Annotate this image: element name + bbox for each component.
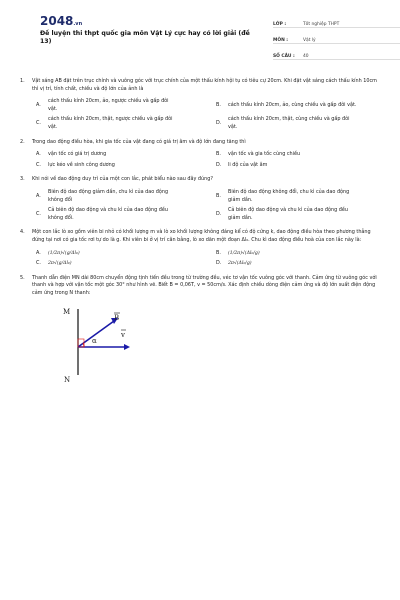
- label-alpha: α: [92, 337, 97, 346]
- question-2: [20, 139, 382, 170]
- option-formula: 2π√(g/Δl₀): [48, 261, 72, 267]
- option-a[interactable]: [36, 98, 202, 113]
- option-letter: C.: [36, 260, 41, 267]
- meta-label: SỐ CÂU :: [273, 54, 295, 59]
- option-c[interactable]: [36, 116, 202, 131]
- site-logo[interactable]: [40, 14, 82, 28]
- question-list: [20, 78, 382, 396]
- option-text: Biên độ dao động không đổi, chu kì của dao động giảm dần.: [228, 188, 350, 203]
- question-number: 2.: [20, 138, 25, 145]
- option-text: cách thấu kính 20cm, thật, cùng chiều và gấp đôi vật.: [228, 116, 350, 130]
- question-number: 3.: [20, 176, 25, 183]
- options: [36, 250, 382, 268]
- velocity-arrowhead: [124, 344, 130, 350]
- option-letter: C.: [36, 161, 41, 168]
- question-number: 5.: [20, 274, 25, 281]
- question-text: Vật sáng AB đặt trên trục chính và vuông góc với trục chính của một thấu kính hội tụ có tiêu cự 20cm. Khi đặt vật sáng cách thấu kính 10cm thì vị trí, tính chất, chiều và độ lớn của ảnh là: [32, 78, 377, 92]
- label-b: B: [114, 314, 120, 323]
- option-d[interactable]: [216, 116, 382, 131]
- options: [36, 151, 382, 169]
- meta-value: Vật lý: [303, 38, 316, 43]
- option-letter: A.: [36, 249, 41, 256]
- question-number: 1.: [20, 78, 25, 84]
- option-formula: 2π√(Δl₀/g): [228, 261, 252, 267]
- option-c[interactable]: [36, 260, 202, 268]
- option-b[interactable]: [216, 98, 382, 113]
- option-letter: B.: [216, 192, 221, 199]
- option-text: vận tốc và gia tốc cùng chiều: [228, 151, 301, 158]
- label-n: N: [64, 376, 71, 385]
- option-letter: B.: [216, 101, 221, 108]
- option-b[interactable]: [216, 250, 382, 258]
- option-letter: D.: [216, 210, 222, 217]
- option-formula: (1/2π)√(g/Δl₀): [48, 250, 80, 256]
- option-letter: B.: [216, 249, 221, 256]
- logo-main: 2048: [40, 14, 74, 28]
- option-b[interactable]: [216, 151, 382, 159]
- option-letter: C.: [36, 120, 41, 127]
- option-letter: A.: [36, 101, 41, 108]
- page-title: Đề luyện thi thpt quốc gia môn Vật Lý cực hay có lời giải (đề 13): [40, 30, 250, 46]
- option-d[interactable]: [216, 162, 382, 170]
- question-text: Một con lắc lò xo gồm viên bi nhỏ có khối lượng m và lò xo khối lượng không đáng kể có độ cứng k, dao động điều hòa theo phương thẳng đứng tại nơi có gia tốc rơi tự do là g. Khi viên bi ở vị trí cân bằng, lò xo dãn một đoạn Δl₀. Chu kì dao động điều hoà của con lắc này là:: [32, 229, 371, 243]
- rod-figure: [54, 303, 144, 389]
- question-number: 4.: [20, 229, 25, 236]
- meta-label: LỚP :: [273, 22, 287, 27]
- option-c[interactable]: [36, 162, 202, 170]
- option-letter: D.: [216, 120, 222, 127]
- options: [36, 98, 382, 131]
- option-letter: A.: [36, 192, 41, 199]
- option-text: Cả biên độ dao động và chu kì của dao động đều giảm dần.: [228, 207, 348, 221]
- option-letter: D.: [216, 161, 222, 168]
- option-letter: C.: [36, 210, 41, 217]
- question-text: Thanh dẫn điện MN dài 80cm chuyển động tịnh tiến đều trong từ trường đều, véc tơ vận tốc vuông góc với thanh. Cảm ứng từ vuông góc với thanh và hợp với vận tốc một góc 30° như hình vẽ. Biết B = 0,06T, v = 50cm/s. Xác định chiều dòng điện cảm ứng và độ lớn suất điện động cảm ứng trong N thanh:: [32, 274, 377, 296]
- meta-info: [273, 14, 400, 62]
- option-a[interactable]: [36, 250, 202, 258]
- question-4: [20, 229, 382, 267]
- option-a[interactable]: [36, 151, 202, 159]
- option-letter: B.: [216, 151, 221, 158]
- option-text: lực kéo về sinh công dương: [48, 161, 115, 168]
- question-3: [20, 176, 382, 222]
- meta-row-subject: [273, 30, 400, 44]
- options: [36, 189, 382, 222]
- question-text: Trong dao động điều hòa, khi gia tốc của vật đang có giá trị âm và độ lớn đang tăng thì: [32, 138, 246, 145]
- label-v: v: [121, 331, 125, 340]
- option-text: li độ của vật âm: [228, 161, 268, 168]
- option-formula: (1/2π)√(Δl₀/g): [228, 250, 260, 256]
- header: [18, 0, 382, 60]
- label-m: M: [63, 308, 71, 317]
- option-c[interactable]: [36, 207, 202, 222]
- question-5: [20, 275, 382, 390]
- option-text: cách thấu kính 20cm, ảo, cùng chiều và gấp đôi vật.: [228, 101, 357, 108]
- option-letter: D.: [216, 260, 222, 267]
- option-text: Cả biên độ dao động và chu kì của dao động đều không đổi.: [48, 207, 168, 221]
- option-text: vận tốc có giá trị dương: [48, 151, 107, 158]
- logo-suffix: .vn: [73, 21, 83, 27]
- meta-value: 40: [303, 54, 309, 59]
- meta-row-count: [273, 46, 400, 60]
- option-text: cách thấu kính 20cm, ảo, ngược chiều và gấp đôi vật.: [48, 98, 169, 112]
- option-d[interactable]: [216, 260, 382, 268]
- meta-value: Tốt nghiệp THPT: [303, 22, 340, 27]
- meta-row-class: [273, 14, 400, 28]
- option-a[interactable]: [36, 189, 202, 204]
- option-d[interactable]: [216, 207, 382, 222]
- option-text: cách thấu kính 20cm, thật, ngược chiều và gấp đôi vật.: [48, 116, 173, 130]
- meta-label: MÔN :: [273, 38, 289, 43]
- option-letter: A.: [36, 151, 41, 158]
- question-1: [20, 78, 382, 132]
- option-text: Biên độ dao động giảm dần, chu kì của dao động không đổi: [48, 188, 169, 203]
- option-b[interactable]: [216, 189, 382, 204]
- question-text: Khi nói về dao động duy trì của một con lắc, phát biểu nào sau đây đúng?: [32, 176, 213, 183]
